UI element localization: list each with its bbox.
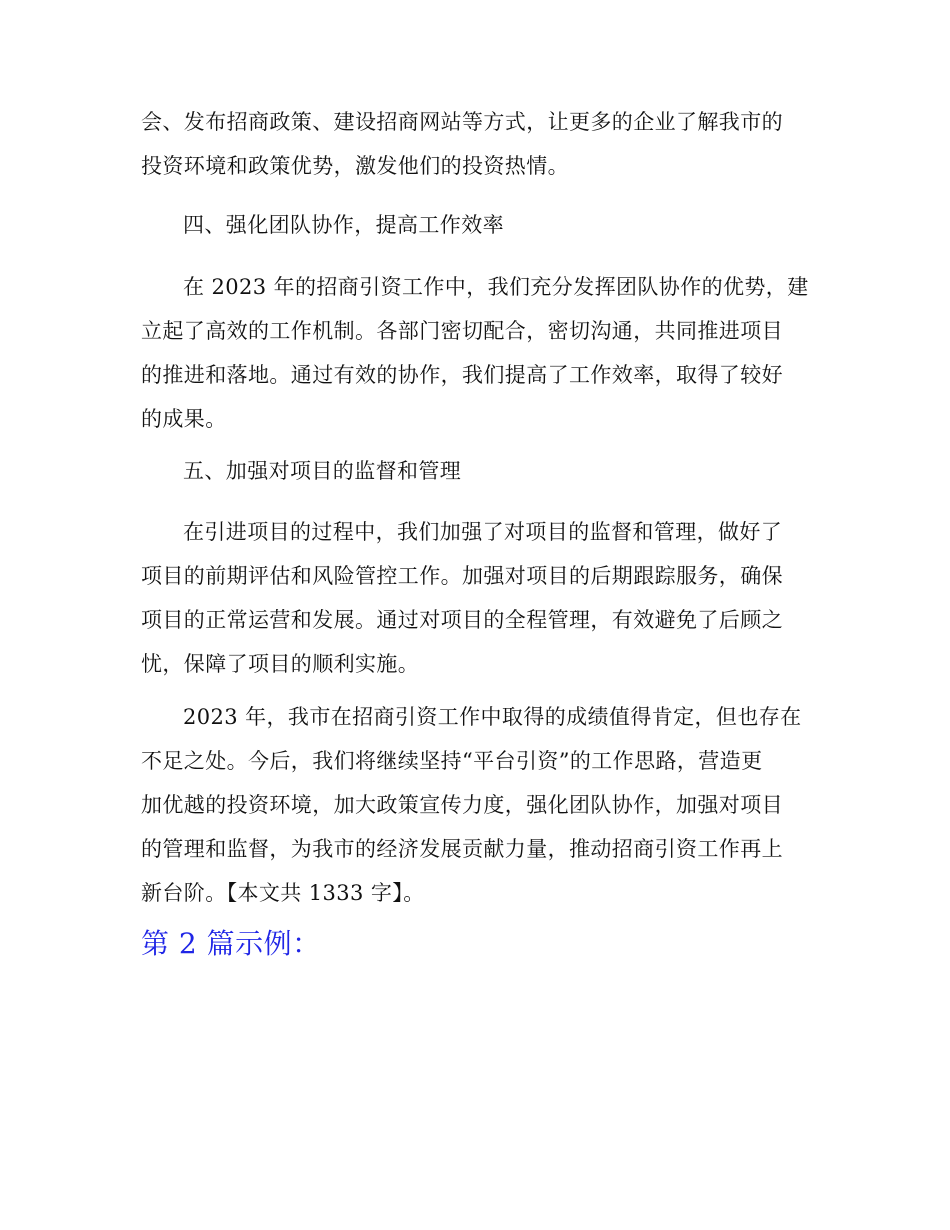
paragraph-line: 不足之处。今后，我们将继续坚持“平台引资”的工作思路，营造更	[141, 749, 763, 773]
paragraph-line: 忧，保障了项目的顺利实施。	[141, 652, 420, 676]
example-title: 第 2 篇示例：	[141, 927, 321, 960]
section-heading-5	[141, 449, 813, 493]
paragraph-line: 的成果。	[141, 407, 227, 431]
section-heading-text: 五、加强对项目的监督和管理	[183, 459, 462, 483]
paragraph-line: 项目的前期评估和风险管控工作。加强对项目的后期跟踪服务，确保	[141, 564, 783, 588]
paragraph-line: 在 2023 年的招商引资工作中，我们充分发挥团队协作的优势，建	[183, 275, 809, 299]
paragraph-line: 投资环境和政策优势，激发他们的投资热情。	[141, 154, 569, 178]
paragraph-line: 在引进项目的过程中，我们加强了对项目的监督和管理，做好了	[183, 520, 783, 544]
paragraph-line: 2023 年，我市在招商引资工作中取得的成绩值得肯定，但也存在	[183, 705, 802, 729]
paragraph-line: 加优越的投资环境，加大政策宣传力度，强化团队协作，加强对项目	[141, 793, 783, 817]
paragraph-line: 的管理和监督，为我市的经济发展贡献力量，推动招商引资工作再上	[141, 837, 783, 861]
paragraph-line: 的推进和落地。通过有效的协作，我们提高了工作效率，取得了较好	[141, 363, 783, 387]
conclusion-paragraph	[141, 695, 813, 915]
section-heading-4	[141, 203, 813, 247]
section-heading-text: 四、强化团队协作，提高工作效率	[183, 213, 504, 237]
paragraph-line: 会、发布招商政策、建设招商网站等方式，让更多的企业了解我市的	[141, 110, 783, 134]
section-4-paragraph	[141, 265, 813, 441]
section-5-paragraph	[141, 510, 813, 686]
paragraph-line: 项目的正常运营和发展。通过对项目的全程管理，有效避免了后顾之	[141, 608, 783, 632]
continuation-paragraph	[141, 100, 813, 188]
paragraph-line: 立起了高效的工作机制。各部门密切配合，密切沟通，共同推进项目	[141, 319, 783, 343]
paragraph-line: 新台阶。【本文共 1333 字】。	[141, 881, 425, 905]
